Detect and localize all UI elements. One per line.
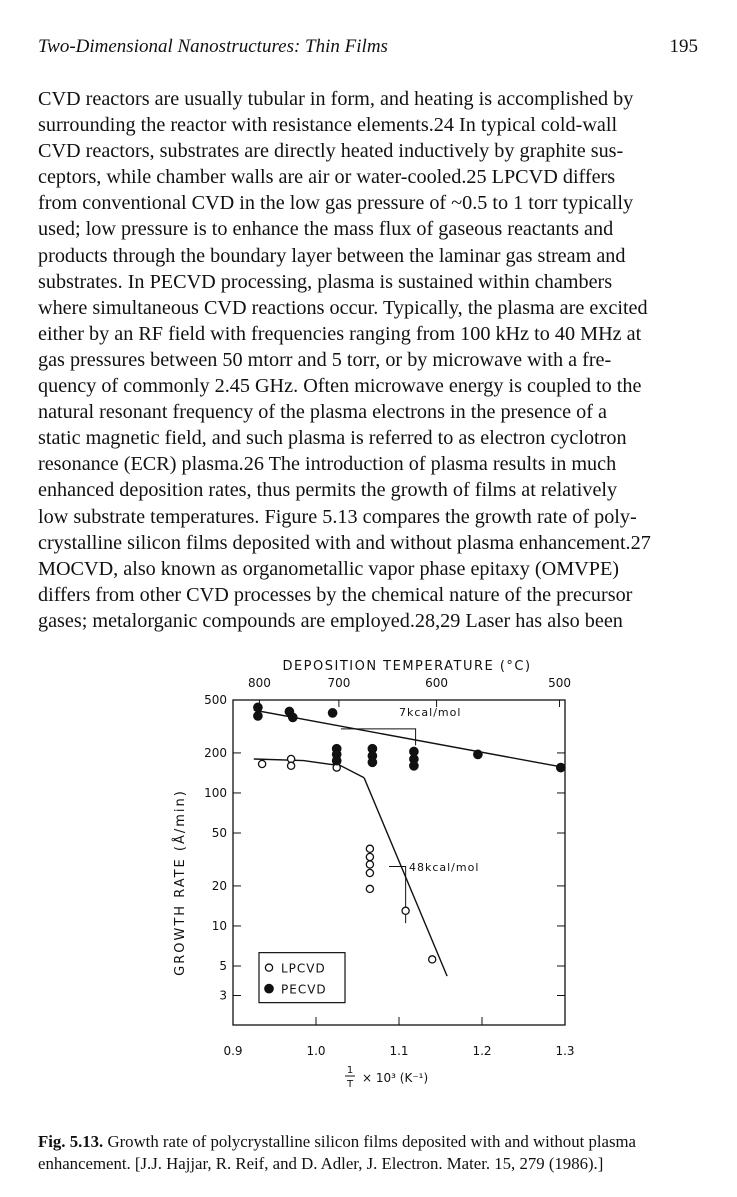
y-tick-label: 3 — [219, 988, 227, 1003]
x-tick-label: 1.2 — [472, 1044, 492, 1058]
x-tick-label: 0.9 — [223, 1044, 243, 1058]
y-tick-label: 500 — [204, 693, 227, 707]
page-header — [38, 36, 698, 64]
top-tick-label: 800 — [247, 676, 271, 690]
annotation-bracket — [389, 866, 406, 923]
body-line: resonance (ECR) plasma.26 The introduction of plasma results in much — [38, 453, 617, 476]
x-axis-label-denominator: T — [346, 1079, 354, 1090]
body-line: either by an RF field with frequencies ranging from 100 kHz to 40 MHz at — [38, 322, 642, 345]
pecvd-point — [368, 758, 376, 766]
pecvd-point — [328, 709, 336, 717]
lpcvd-point — [366, 869, 373, 876]
legend-lpcvd-label: LPCVD — [281, 961, 326, 976]
x-tick-label: 1.1 — [389, 1044, 409, 1058]
body-line: gas pressures between 50 mtorr and 5 torr, or by microwave with a fre- — [38, 348, 612, 371]
body-line: low substrate temperatures. Figure 5.13 compares the growth rate of poly- — [38, 505, 637, 528]
caption-line: enhancement. [J.J. Hajjar, R. Reif, and D. Adler, J. Electron. Mater. 15, 279 (1986).] — [38, 1154, 604, 1173]
caption-label: Fig. 5.13. — [38, 1132, 104, 1151]
body-line: enhanced deposition rates, thus permits the growth of films at relatively — [38, 479, 618, 502]
body-line: differs from other CVD processes by the chemical nature of the precursor — [38, 583, 633, 606]
legend-pecvd-label: PECVD — [281, 982, 327, 997]
fit-line — [254, 759, 364, 778]
y-tick-label: 200 — [204, 745, 227, 760]
lpcvd-point — [288, 755, 295, 762]
annotation-7kcal: 7kcal/mol — [399, 705, 462, 719]
x-axis-label-numerator: 1 — [346, 1065, 354, 1076]
body-paragraph — [38, 86, 698, 634]
lpcvd-point — [429, 956, 436, 963]
pecvd-point — [333, 756, 341, 764]
body-line: ceptors, while chamber walls are air or water-cooled.25 LPCVD differs — [38, 166, 616, 189]
body-line: MOCVD, also known as organometallic vapor phase epitaxy (OMVPE) — [38, 557, 620, 580]
lpcvd-point — [366, 885, 373, 892]
top-axis-label: DEPOSITION TEMPERATURE (°C) — [282, 660, 532, 674]
growth-rate-chart — [150, 660, 600, 1100]
pecvd-point — [289, 713, 297, 721]
body-line: natural resonant frequency of the plasma electrons in the presence of a — [38, 401, 607, 424]
body-line: surrounding the reactor with resistance elements.24 In typical cold-wall — [38, 114, 618, 137]
legend-lpcvd-marker — [265, 964, 272, 971]
x-axis-label-text: × 10³ (K⁻¹) — [362, 1071, 429, 1085]
annotation-bracket — [341, 729, 416, 745]
legend-pecvd-marker — [265, 984, 273, 992]
body-line: substrates. In PECVD processing, plasma is sustained within chambers — [38, 270, 613, 293]
pecvd-point — [254, 712, 262, 720]
x-tick-label: 1.3 — [555, 1044, 575, 1058]
body-line: CVD reactors are usually tubular in form, and heating is accomplished by — [38, 88, 634, 110]
y-tick-label: 20 — [211, 878, 227, 893]
top-tick-label: 500 — [548, 676, 571, 690]
annotation-48kcal: 48kcal/mol — [408, 860, 480, 874]
figure-5-13 — [150, 660, 600, 1100]
top-tick-label: 700 — [327, 676, 351, 690]
pecvd-point — [474, 750, 482, 758]
y-axis-label: GROWTH RATE (Å/min) — [173, 789, 188, 976]
y-tick-label: 100 — [204, 785, 227, 800]
body-line: static magnetic field, and such plasma is referred to as electron cyclotron — [38, 427, 627, 450]
body-line: crystalline silicon films deposited with and without plasma enhancement.27 — [38, 531, 651, 554]
y-tick-label: 10 — [211, 918, 227, 933]
running-title: Two-Dimensional Nanostructures: Thin Films — [38, 36, 388, 57]
body-line: from conventional CVD in the low gas pressure of ~0.5 to 1 torr typically — [38, 192, 634, 215]
body-line: products through the boundary layer between the laminar gas stream and — [38, 244, 626, 267]
lpcvd-point — [366, 845, 373, 852]
caption-line: Growth rate of polycrystalline silicon films deposited with and without plasma — [107, 1132, 636, 1151]
lpcvd-point — [288, 762, 295, 769]
body-line: gases; metalorganic compounds are employed.28,29 Laser has also been — [38, 609, 623, 632]
pecvd-point — [254, 703, 262, 711]
lpcvd-point — [366, 861, 373, 868]
pecvd-point — [410, 762, 418, 770]
pecvd-point — [557, 763, 565, 771]
body-line: used; low pressure is to enhance the mass flux of gaseous reactants and — [38, 218, 614, 241]
page-number: 195 — [669, 36, 698, 57]
body-line: quency of commonly 2.45 GHz. Often microwave energy is coupled to the — [38, 375, 642, 398]
lpcvd-point — [366, 853, 373, 860]
top-tick-label: 600 — [425, 676, 449, 690]
lpcvd-point — [402, 907, 409, 914]
y-tick-label: 50 — [211, 825, 227, 840]
figure-caption — [38, 1131, 703, 1175]
body-line: where simultaneous CVD reactions occur. Typically, the plasma are excited — [38, 296, 648, 319]
x-tick-label: 1.0 — [306, 1044, 326, 1058]
body-line: CVD reactors, substrates are directly heated inductively by graphite sus- — [38, 140, 624, 163]
y-tick-label: 5 — [219, 958, 227, 973]
lpcvd-point — [259, 760, 266, 767]
